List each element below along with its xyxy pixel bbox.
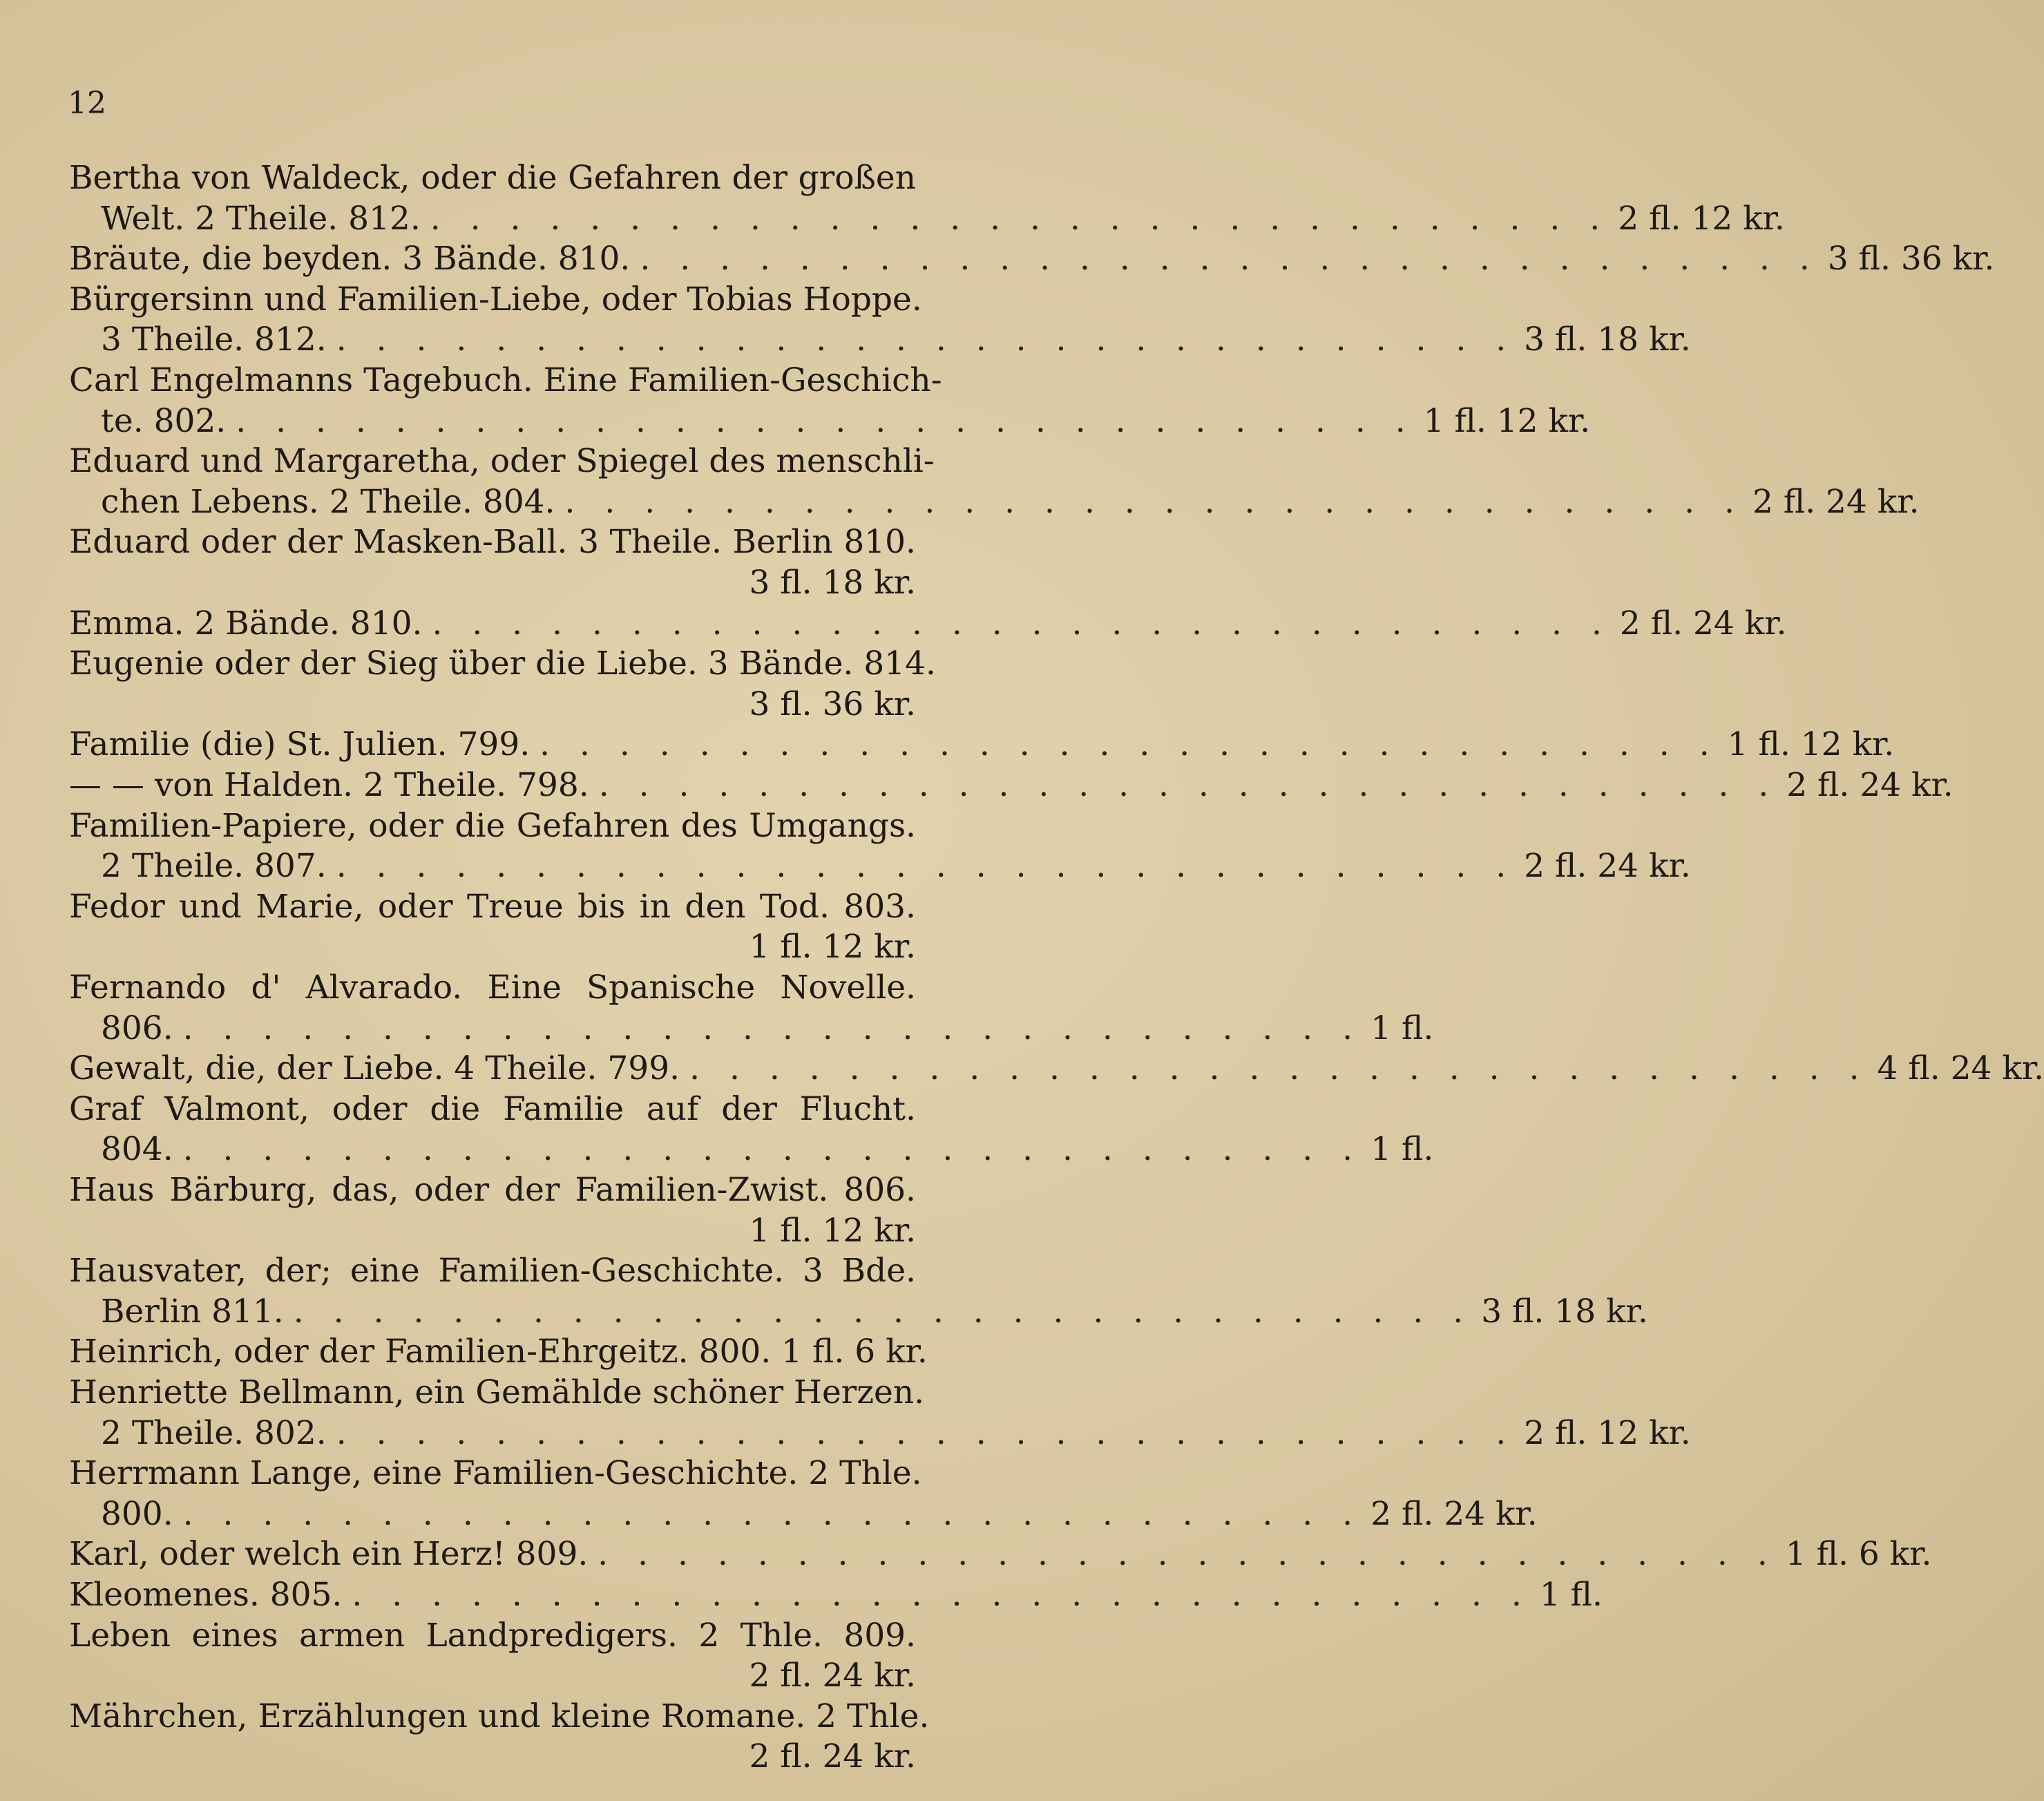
dot-leader: . . . . . . . . . . . . . . . . . . . . . . . . . . . . . . [336,321,1516,359]
entry-text: 806. [101,1009,173,1047]
entry-price: 1 fl. [1370,1130,1434,1168]
entry-price: 2 fl. 24 kr. [749,1657,916,1695]
dot-leader: . . . . . . . . . . . . . . . . . . . . . . . . . . . . . . [293,1293,1473,1331]
entry-text: 2 Theile. 807. [101,847,327,885]
catalog-line [69,238,1995,280]
entry-price: 2 fl. 24 kr. [1524,847,1691,885]
catalog-line [69,765,1954,806]
entry-text: 804. [101,1130,173,1168]
dot-leader: . . . . . . . . . . . . . . . . . . . . . . . . . . . . . . [598,766,1779,804]
entry-price: 1 fl. [1370,1009,1434,1047]
entry-price: 1 fl. 6 kr. [1785,1535,1932,1573]
entry-text: Bürgersinn und Familien-Liebe, oder Tobias Hoppe. [69,280,922,318]
entry-price: 1 fl. [1539,1576,1603,1614]
entry-text: Carl Engelmanns Tagebuch. Eine Familien-Geschich- [69,361,942,399]
entry-price: 2 fl. 24 kr. [749,1737,916,1775]
catalog-line [101,1008,1434,1049]
dot-leader: . . . . . . . . . . . . . . . . . . . . . . . . . . . . . . [432,604,1612,642]
catalog-line [101,1413,1691,1454]
entry-text: Mährchen, Erzählungen und kleine Romane. 2 Thle. [69,1697,930,1735]
catalog-line [101,482,1920,523]
entry-text: Familie (die) St. Julien. 799. [69,725,531,763]
entry-text: Eugenie oder der Sieg über die Liebe. 3 Bände. 814. [69,645,936,683]
catalog-line [101,1494,1538,1535]
catalog-line [69,1534,1932,1575]
catalog-line [69,603,1787,645]
dot-leader: . . . . . . . . . . . . . . . . . . . . . . . . . . . . . . [336,1414,1516,1452]
catalog-line [69,1574,1603,1616]
entry-price: 1 fl. 12 kr. [749,1212,916,1250]
entry-price: 2 fl. 24 kr. [1786,766,1954,804]
entry-text: Fedor und Marie, oder Treue bis in den Tod. 803. [69,888,916,926]
catalog-line [101,401,1591,442]
entry-price: 2 fl. 12 kr. [1524,1414,1691,1452]
entry-price: 1 fl. 12 kr. [749,928,916,966]
dot-leader: . . . . . . . . . . . . . . . . . . . . . . . . . . . . . . [539,725,1719,763]
entry-text: Eduard und Margaretha, oder Spiegel des menschli- [69,442,935,480]
entry-text: — — von Halden. 2 Theile. 798. [69,766,589,804]
dot-leader: . . . . . . . . . . . . . . . . . . . . . . . . . . . . . . [352,1576,1531,1614]
entry-text: Heinrich, oder der Familien-Ehrgeitz. 800. 1 fl. 6 kr. [69,1333,928,1371]
catalog-line [101,1291,1648,1333]
entry-text: 2 Theile. 802. [101,1414,327,1452]
dot-leader: . . . . . . . . . . . . . . . . . . . . . . . . . . . . . . [689,1049,1869,1087]
entry-text: te. 802. [101,402,227,440]
entry-text: Karl, oder welch ein Herz! 809. [69,1535,589,1573]
entry-text: 3 Theile. 812. [101,321,327,359]
entry-price: 3 fl. 18 kr. [1481,1293,1648,1331]
entry-price: 3 fl. 36 kr. [749,685,916,723]
entry-price: 2 fl. 24 kr. [1752,483,1920,521]
dot-leader: . . . . . . . . . . . . . . . . . . . . . . . . . . . . . . [182,1009,1363,1047]
entry-text: Welt. 2 Theile. 812. [101,200,421,238]
entry-text: Leben eines armen Landpredigers. 2 Thle. 809. [69,1617,916,1655]
catalog-line [69,1048,2044,1089]
entry-text: Emma. 2 Bände. 810. [69,604,423,642]
entry-price: 1 fl. 12 kr. [1423,402,1591,440]
catalog-line [101,1129,1434,1170]
catalog-line [101,846,1691,887]
entry-text: Familien-Papiere, oder die Gefahren des Umgangs. [69,807,916,845]
dot-leader: . . . . . . . . . . . . . . . . . . . . . . . . . . . . . . [182,1130,1363,1168]
entry-text: Hausvater, der; eine Familien-Geschichte. 3 Bde. [69,1252,916,1290]
entry-text: chen Lebens. 2 Theile. 804. [101,483,555,521]
entry-price: 3 fl. 36 kr. [1827,240,1995,278]
entry-price: 4 fl. 24 kr. [1877,1049,2044,1087]
entry-price: 2 fl. 24 kr. [1619,604,1787,642]
entry-text: Fernando d' Alvarado. Eine Spanische Novelle. [69,969,916,1007]
entry-price: 3 fl. 18 kr. [749,564,916,602]
entry-price: 3 fl. 18 kr. [1524,321,1691,359]
entry-text: 800. [101,1495,173,1533]
page-number: 12 [68,86,106,121]
dot-leader: . . . . . . . . . . . . . . . . . . . . . . . . . . . . . . [640,240,1819,278]
catalog-line [101,319,1691,361]
dot-leader: . . . . . . . . . . . . . . . . . . . . . . . . . . . . . . [236,402,1415,440]
dot-leader: . . . . . . . . . . . . . . . . . . . . . . . . . . . . . . [598,1535,1777,1573]
entry-text: Graf Valmont, oder die Familie auf der Flucht. [69,1090,916,1128]
dot-leader: . . . . . . . . . . . . . . . . . . . . . . . . . . . . . . [182,1495,1363,1533]
entry-price: 1 fl. 12 kr. [1727,725,1895,763]
entry-text: Kleomenes. 805. [69,1576,343,1614]
catalog-line [69,724,1895,765]
dot-leader: . . . . . . . . . . . . . . . . . . . . . . . . . . . . . . [430,200,1610,238]
dot-leader: . . . . . . . . . . . . . . . . . . . . . . . . . . . . . . [336,847,1516,885]
entry-text: Henriette Bellmann, ein Gemählde schöner Herzen. [69,1373,925,1411]
entry-text: Gewalt, die, der Liebe. 4 Theile. 799. [69,1049,680,1087]
entry-text: Herrmann Lange, eine Familien-Geschichte. 2 Thle. [69,1454,922,1492]
entry-text: Berlin 811. [101,1293,284,1331]
entry-price: 2 fl. 12 kr. [1618,200,1785,238]
entry-price: 2 fl. 24 kr. [1370,1495,1538,1533]
entry-text: Bertha von Waldeck, oder die Gefahren der großen [69,159,916,197]
catalog-line [101,198,1785,240]
entry-text: Haus Bärburg, das, oder der Familien-Zwist. 806. [69,1171,916,1209]
dot-leader: . . . . . . . . . . . . . . . . . . . . . . . . . . . . . . [564,483,1744,521]
entry-text: Eduard oder der Masken-Ball. 3 Theile. Berlin 810. [69,523,916,561]
entry-text: Bräute, die beyden. 3 Bände. 810. [69,240,631,278]
